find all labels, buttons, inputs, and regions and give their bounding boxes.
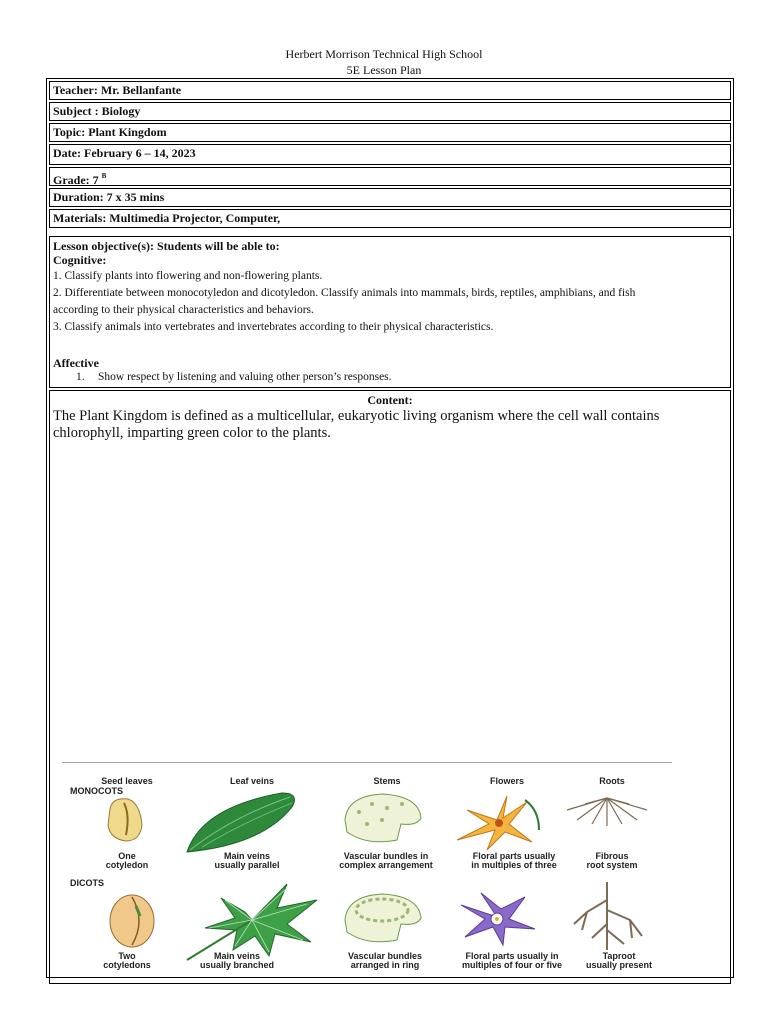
monocot-root-caption-1: Fibrous (595, 851, 629, 861)
dicot-leaf-caption-2: usually branched (199, 960, 275, 970)
col-leaf-veins: Leaf veins (229, 776, 275, 786)
dicot-stem-caption (330, 952, 440, 970)
monocot-root-caption-2: root system (586, 860, 638, 870)
dicot-stem-caption-2: arranged in ring (350, 960, 420, 970)
dicot-seed-caption (87, 952, 167, 970)
dicot-flower-caption-1: Floral parts usually in (465, 951, 559, 961)
dicot-seed-caption-1: Two (118, 951, 136, 961)
monocots-label: MONOCOTS (70, 786, 123, 796)
monocot-seed-icon (100, 795, 150, 845)
content-paragraph: The Plant Kingdom is defined as a multicellular, eukaryotic living organism where the cell wall contains chlorophyll, imparting green color to the plants. (53, 408, 660, 441)
monocot-stem-caption-2: complex arrangement (339, 860, 433, 870)
monocot-flower-icon (447, 790, 547, 852)
subject-field: Subject : Biology (49, 102, 731, 121)
col-seed-leaves: Seed leaves (101, 776, 153, 786)
dicot-root-icon (562, 880, 652, 956)
monocot-flower-caption (452, 852, 576, 870)
monocot-leaf-icon (182, 787, 302, 857)
topic-field: Topic: Plant Kingdom (49, 123, 731, 142)
col-stems: Stems (373, 776, 401, 786)
lesson-plan-title: 5E Lesson Plan (346, 63, 422, 77)
grade-text: Grade: 7 (53, 173, 99, 187)
monocot-seed-caption-1: One (118, 851, 136, 861)
dicot-stem-caption-1: Vascular bundles (347, 951, 423, 961)
dicot-flower-caption (447, 952, 577, 970)
cognitive-item: 1. Classify plants into flowering and non-flowering plants. (53, 270, 323, 282)
monocot-root-caption (572, 852, 652, 870)
objectives-section (49, 236, 731, 388)
dicot-leaf-caption (182, 952, 292, 970)
dicot-root-caption (577, 952, 661, 970)
dicots-label: DICOTS (70, 878, 105, 888)
dicot-stem-icon (337, 890, 427, 948)
cognitive-item: 2. Differentiate between monocotyledon and dicotyledon. Classify animals into mammals, birds, reptiles, amphibians, and fish (53, 287, 636, 299)
grade-superscript: B (101, 172, 107, 180)
col-flowers: Flowers (489, 776, 524, 786)
duration-field: Duration: 7 x 35 mins (49, 188, 731, 207)
dicot-flower-caption-2: multiples of four or five (461, 960, 562, 970)
monocot-leaf-caption-2: usually parallel (214, 860, 280, 870)
monocot-stem-caption (324, 852, 448, 870)
date-field: Date: February 6 – 14, 2023 (49, 144, 731, 165)
dicot-root-caption-2: usually present (585, 960, 653, 970)
affective-number: 1. (76, 371, 85, 383)
monocot-seed-caption-2: cotyledon (105, 860, 149, 870)
teacher-field: Teacher: Mr. Bellanfante (49, 81, 731, 100)
monocot-dicot-figure (62, 762, 672, 974)
monocot-stem-caption-1: Vascular bundles in (343, 851, 429, 861)
content-title: Content: (367, 393, 413, 407)
objectives-heading: Lesson objective(s): Students will be able to: (53, 239, 280, 253)
monocot-flower-caption-2: in multiples of three (471, 860, 557, 870)
dicot-seed-caption-2: cotyledons (103, 960, 151, 970)
monocot-leaf-caption (197, 852, 297, 870)
dicot-leaf-caption-1: Main veins (213, 951, 260, 961)
cognitive-item: 3. Classify animals into vertebrates and invertebrates according to their physical characteristics. (53, 321, 494, 333)
monocot-flower-caption-1: Floral parts usually (472, 851, 556, 861)
dicot-flower-icon (447, 887, 547, 949)
grade-field (49, 167, 731, 186)
cognitive-label: Cognitive: (53, 253, 107, 267)
dicot-seed-icon (102, 892, 162, 950)
dicot-root-caption-1: Taproot (602, 951, 636, 961)
col-roots: Roots (599, 776, 625, 786)
monocot-root-icon (557, 790, 657, 830)
cognitive-item: according to their physical characteristics and behaviors. (53, 304, 314, 316)
affective-label: Affective (53, 356, 99, 370)
materials-field: Materials: Multimedia Projector, Computer, (49, 209, 731, 228)
monocot-seed-caption (87, 852, 167, 870)
school-name: Herbert Morrison Technical High School (285, 47, 483, 61)
affective-item: Show respect by listening and valuing other person’s responses. (98, 371, 392, 383)
monocot-stem-icon (337, 790, 427, 848)
dicot-leaf-icon (177, 880, 327, 962)
monocot-leaf-caption-1: Main veins (223, 851, 270, 861)
